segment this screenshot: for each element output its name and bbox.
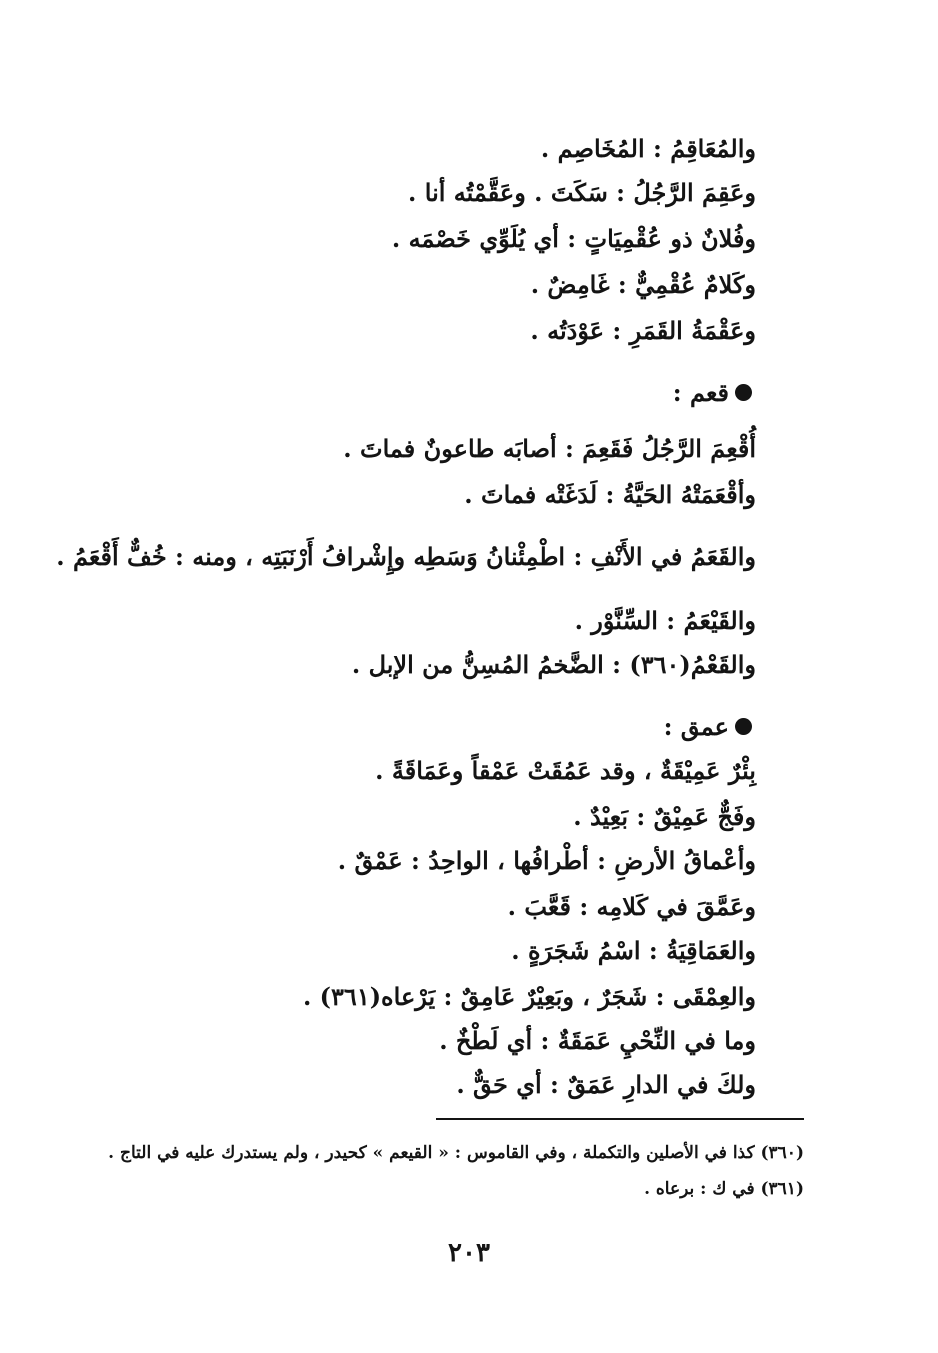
entry-heading-qaam (673, 376, 752, 410)
entry-line: وأعْماقُ الأرضِ : أطْرافُها ، الواحِدُ : عَمْقٌ . (337, 846, 756, 875)
entry-line: وما في النِّحْيِ عَمَقَةٌ : أي لَطْخٌ . (439, 1026, 756, 1055)
entry-line: وعَقْمَةُ القَمَرِ : عَوْدَتُه . (530, 316, 756, 345)
entry-line: وعَقِمَ الرَّجُلُ : سَكَتَ . وعَقَّمْتُه أنا . (408, 178, 756, 207)
footnote: (٣٦١) في ك : برعاه . (644, 1179, 804, 1199)
entry-line: بِئْرٌ عَمِيْقَةٌ ، وقد عَمُقَتْ عَمْقاً وعَمَاقَةً . (375, 756, 756, 785)
entry-line: وكَلامٌ عُقْمِيٌّ : غَامِضٌ . (530, 270, 756, 299)
entry-line: وأقْعَمَتْهُ الحَيَّةُ : لَدَغَتْه فماتَ . (464, 480, 756, 509)
heading-text: قعم : (672, 378, 729, 407)
entry-line: وفَجٌّ عَمِيْقٌ : بَعِيْدٌ . (573, 802, 756, 831)
entry-line: وفُلانٌ ذو عُقْمِيَاتٍ : أي يُلَوِّي خَصْمَه . (391, 224, 756, 253)
entry-heading-amq (664, 710, 752, 744)
entry-line: والمُعَاقِمُ : المُخَاصِم . (540, 134, 756, 163)
page-number: ٢٠٣ (448, 1238, 490, 1268)
bullet-icon (735, 718, 752, 735)
entry-line: والقَعَمُ في الأَنْفِ : اطْمِئْنانُ وَسَطِه وإِشْرافُ أَرْنَبَتِه ، ومنه : خُفٌّ أَقْعَمُ . (56, 542, 756, 571)
entry-line: والقَعْمُ(٣٦٠) : الضَّخمُ المُسِنُّ من الإبل . (351, 650, 756, 679)
entry-line: والعِمْقَى : شَجَرٌ ، وبَعِيْرٌ عَامِقٌ : يَرْعاه(٣٦١) . (302, 982, 756, 1011)
entry-line: والقَيْعَمُ : السِّنَّوْر . (574, 606, 756, 635)
entry-line: وعَمَّقَ في كَلامِه : قَعَّبَ . (507, 892, 756, 921)
entry-line: والعَمَاقِيَةُ : اسْمُ شَجَرَةٍ . (511, 936, 756, 965)
entry-line: ولكَ في الدارِ عَمَقٌ : أي حَقٌّ . (456, 1070, 756, 1099)
footnote-separator (436, 1118, 804, 1120)
entry-line: أُقْعِمَ الرَّجُلُ فَقَعِمَ : أصابَه طاعونٌ فماتَ . (343, 434, 756, 463)
heading-text: عمق : (663, 712, 729, 741)
footnote: (٣٦٠) كذا في الأصلين والتكملة ، وفي القاموس : « القيعم » كحيدر ، ولم يستدرك عليه في التاج . (108, 1143, 804, 1163)
bullet-icon (735, 384, 752, 401)
